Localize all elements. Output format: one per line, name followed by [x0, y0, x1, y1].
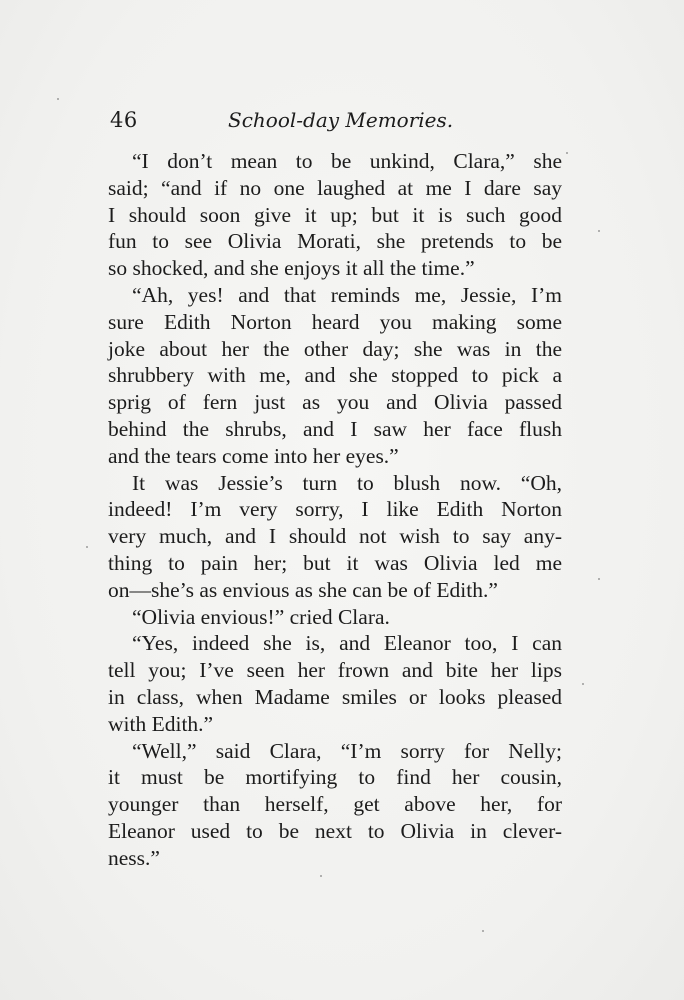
text-line: “Olivia envious!” cried Clara. — [132, 604, 390, 629]
text-line: on—she’s as envious as she can be of Edith.” — [108, 577, 498, 602]
text-line: Eleanor used to be next to Olivia in clever- — [108, 818, 562, 843]
text-line: it must be mortifying to find her cousin, — [108, 765, 562, 790]
paragraph — [108, 738, 562, 872]
text-line: so shocked, and she enjoys it all the time.” — [108, 256, 475, 281]
text-line: ness.” — [108, 845, 160, 870]
text-line: behind the shrubs, and I saw her face flush — [108, 416, 562, 441]
text-line: joke about her the other day; she was in the — [108, 336, 562, 361]
text-line: It was Jessie’s turn to blush now. “Oh, — [132, 470, 562, 495]
paragraph — [108, 282, 562, 470]
text-line: sprig of fern just as you and Olivia passed — [108, 390, 562, 415]
body-text — [108, 148, 562, 872]
scan-speck — [482, 930, 484, 932]
text-line: in class, when Madame smiles or looks pleased — [108, 684, 562, 709]
scan-speck — [86, 546, 88, 548]
text-line: thing to pain her; but it was Olivia led me — [108, 550, 562, 575]
paragraph — [108, 604, 562, 631]
text-line: with Edith.” — [108, 711, 214, 736]
text-line: indeed! I’m very sorry, I like Edith Norton — [108, 497, 562, 522]
page-header-title: School-day Memories. — [228, 108, 454, 132]
paragraph — [108, 470, 562, 604]
running-head — [110, 108, 454, 142]
text-line: “Ah, yes! and that reminds me, Jessie, I’m — [132, 282, 562, 307]
scan-speck — [566, 152, 568, 154]
scan-speck — [57, 98, 59, 100]
text-line: “Well,” said Clara, “I’m sorry for Nelly; — [132, 738, 562, 763]
text-line: sure Edith Norton heard you making some — [108, 309, 562, 334]
text-line: “Yes, indeed she is, and Eleanor too, I can — [132, 631, 562, 656]
text-line: very much, and I should not wish to say any- — [108, 524, 562, 549]
paragraph — [108, 148, 562, 282]
text-line: tell you; I’ve seen her frown and bite her lips — [108, 658, 562, 683]
text-line: shrubbery with me, and she stopped to pick a — [108, 363, 562, 388]
text-line: younger than herself, get above her, for — [108, 792, 562, 817]
paragraph — [108, 630, 562, 737]
scan-speck — [598, 578, 600, 580]
text-line: I should soon give it up; but it is such good — [108, 202, 562, 227]
text-line: said; “and if no one laughed at me I dare say — [108, 175, 562, 200]
text-line: “I don’t mean to be unkind, Clara,” she — [132, 149, 562, 173]
text-line: and the tears come into her eyes.” — [108, 443, 399, 468]
scan-speck — [320, 875, 322, 877]
text-line: fun to see Olivia Morati, she pretends to be — [108, 229, 562, 254]
scan-speck — [598, 230, 600, 232]
page-number: 46 — [110, 108, 138, 132]
scan-speck — [582, 683, 584, 685]
